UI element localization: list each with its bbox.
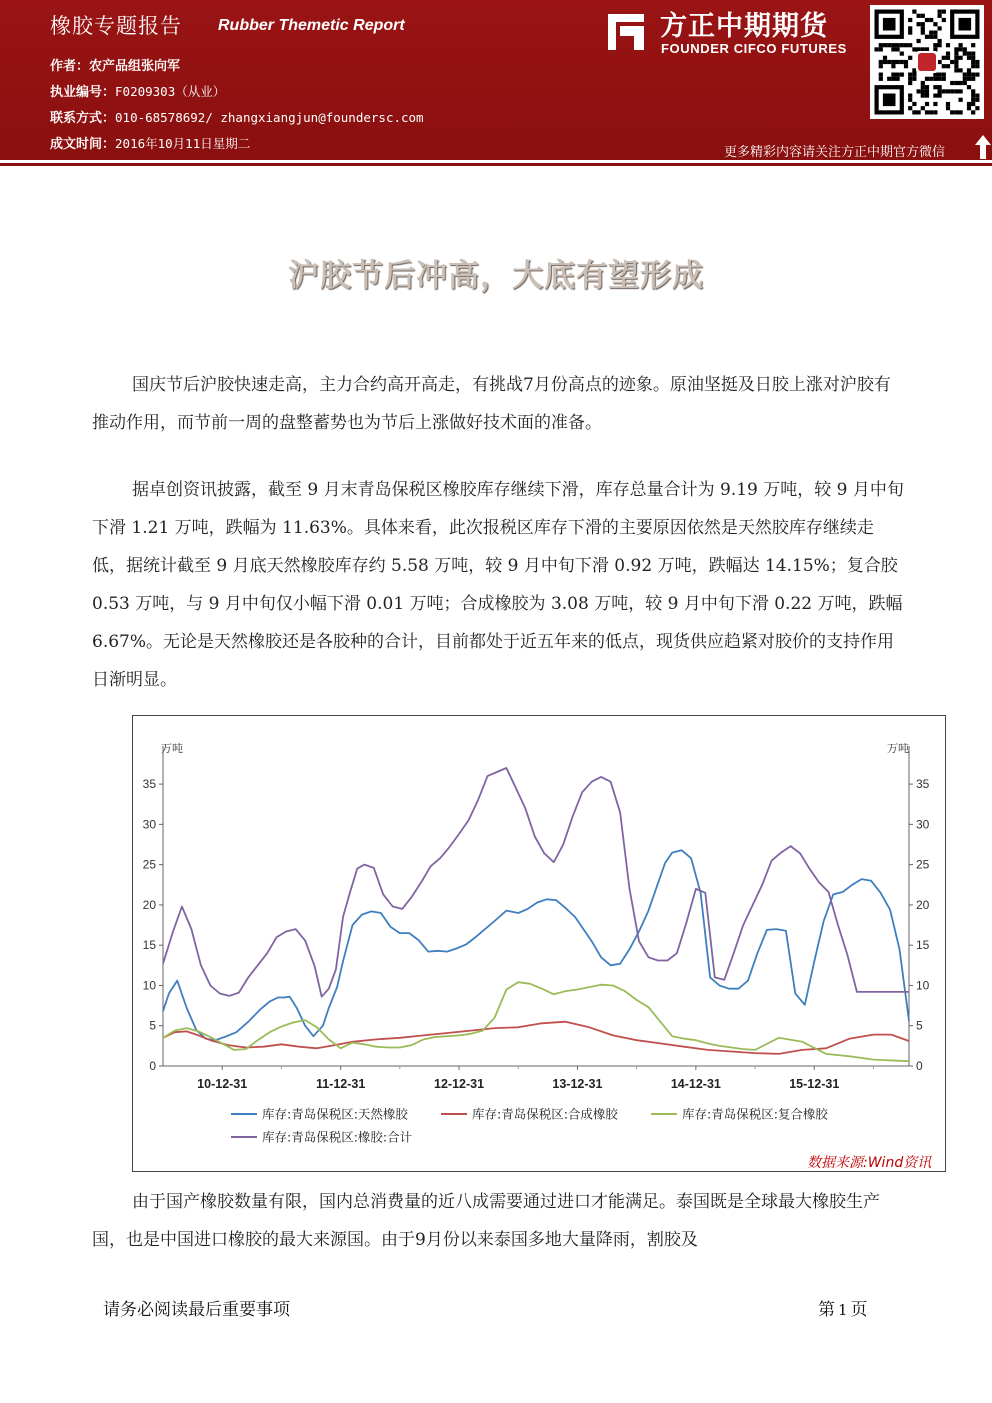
paragraph-text: 由于国产橡胶数量有限，国内总消费量的近八成需要通过进口才能满足。泰国既是全球最大橡胶生产国，也是中国进口橡胶的最大来源国。由于9月份以来泰国多地大量降雨，割胶及 <box>92 1192 880 1250</box>
header-divider <box>0 163 992 166</box>
license-value: F0209303（从业） <box>115 84 226 99</box>
paragraph-3 <box>92 1183 904 1259</box>
y-unit-left: 万吨 <box>161 742 183 755</box>
follow-wechat-text: 更多精彩内容请关注方正中期官方微信 <box>724 145 946 160</box>
chart-source: 数据来源:Wind资讯 <box>807 1155 932 1171</box>
author-label: 作者： <box>50 59 90 74</box>
y-tick-label-right: 30 <box>916 817 930 832</box>
report-title-en: Rubber Themetic Report <box>218 17 405 34</box>
series-line-1 <box>163 850 909 1040</box>
founder-logo-icon <box>604 10 648 54</box>
y-tick-label-left: 25 <box>142 857 156 872</box>
author-line <box>50 55 180 74</box>
contact-line <box>50 107 424 126</box>
paragraph-1 <box>92 366 904 442</box>
paragraph-text: 据卓创资讯披露，截至 9 月末青岛保税区橡胶库存继续下滑，库存总量合计为 9.19 万吨，较 9 月中旬下滑 1.21 万吨，跌幅为 11.63%。具体来看，此次报税区库存下滑的主要原因依然是天然胶库存继续走低，据统计截至 9 月底天然橡胶库存约 5.58 万吨，较 9 月中旬下滑 0.92 万吨，跌幅达 14.15%；复合胶 0.53 万吨，与 9 月中旬仅小幅下滑 0.01 万吨；合成橡胶为 3.08 万吨，较 9 月中旬下滑 0.22 万吨，跌幅 6.67%。无论是天然橡胶还是各胶种的合计，目前都处于近五年来的低点，现货供应趋紧对胶价的支持作用日渐明显。 <box>92 480 904 690</box>
y-tick-label-right: 20 <box>916 897 930 912</box>
date-line <box>50 133 250 152</box>
paragraph-text: 国庆节后沪胶快速走高，主力合约高开高走，有挑战7月份高点的迹象。原油坚挺及日胶上涨对沪胶有推动作用，而节前一周的盘整蓄势也为节后上涨做好技术面的准备。 <box>92 375 891 433</box>
x-tick-label: 13-12-31 <box>552 1077 603 1091</box>
qr-code-icon <box>870 5 984 119</box>
y-tick-label-right: 10 <box>916 978 930 993</box>
y-tick-label-left: 5 <box>149 1018 156 1033</box>
company-name-en: FOUNDER CIFCO FUTURES <box>661 41 847 56</box>
footer-notice: 请务必阅读最后重要事项 <box>103 1300 290 1320</box>
up-arrow-icon <box>974 134 992 160</box>
paragraph-2 <box>92 471 904 699</box>
series-line-4 <box>163 768 909 997</box>
x-tick-label: 12-12-31 <box>434 1077 485 1091</box>
chart-svg <box>133 716 945 1171</box>
legend-label: 库存:青岛保税区:复合橡胶 <box>682 1106 828 1122</box>
date-label: 成文时间： <box>50 137 116 152</box>
y-tick-label-right: 15 <box>916 938 930 953</box>
series-line-3 <box>163 982 909 1061</box>
y-tick-label-left: 35 <box>142 777 156 792</box>
legend-label: 库存:青岛保税区:橡胶:合计 <box>262 1129 413 1145</box>
y-tick-label-left: 10 <box>142 978 156 993</box>
y-tick-label-left: 20 <box>142 897 156 912</box>
page-suffix: 页 <box>850 1300 868 1320</box>
date-value: 2016年10月11日星期二 <box>115 136 251 151</box>
inventory-chart <box>132 715 946 1172</box>
x-tick-label: 15-12-31 <box>789 1077 840 1091</box>
license-label: 执业编号： <box>50 85 116 100</box>
y-tick-label-right: 25 <box>916 857 930 872</box>
y-tick-label-right: 0 <box>916 1059 923 1073</box>
document-title: 沪胶节后冲高，大底有望形成 <box>288 258 704 294</box>
y-tick-label-left: 0 <box>149 1059 156 1073</box>
x-tick-label: 11-12-31 <box>315 1077 366 1091</box>
license-line <box>50 81 225 100</box>
page-number <box>818 1295 868 1320</box>
contact-label: 联系方式： <box>50 111 116 126</box>
y-tick-label-left: 15 <box>142 938 156 953</box>
y-unit-right: 万吨 <box>887 742 909 755</box>
page-num: 1 <box>838 1301 848 1319</box>
legend-label: 库存:青岛保税区:天然橡胶 <box>262 1106 408 1122</box>
y-tick-label-right: 5 <box>916 1018 923 1033</box>
page-prefix: 第 <box>818 1300 835 1320</box>
y-tick-label-right: 35 <box>916 777 930 792</box>
author-value: 农产品组张向军 <box>89 59 181 74</box>
series-line-2 <box>163 1022 909 1054</box>
y-tick-label-left: 30 <box>142 817 156 832</box>
company-name-cn: 方正中期期货 <box>660 11 828 42</box>
x-tick-label: 14-12-31 <box>670 1077 721 1091</box>
legend-label: 库存:青岛保税区:合成橡胶 <box>472 1106 618 1122</box>
contact-value: 010-68578692/ zhangxiangjun@foundersc.com <box>115 110 424 125</box>
x-tick-label: 10-12-31 <box>197 1077 248 1091</box>
report-title-cn: 橡胶专题报告 <box>50 14 182 38</box>
